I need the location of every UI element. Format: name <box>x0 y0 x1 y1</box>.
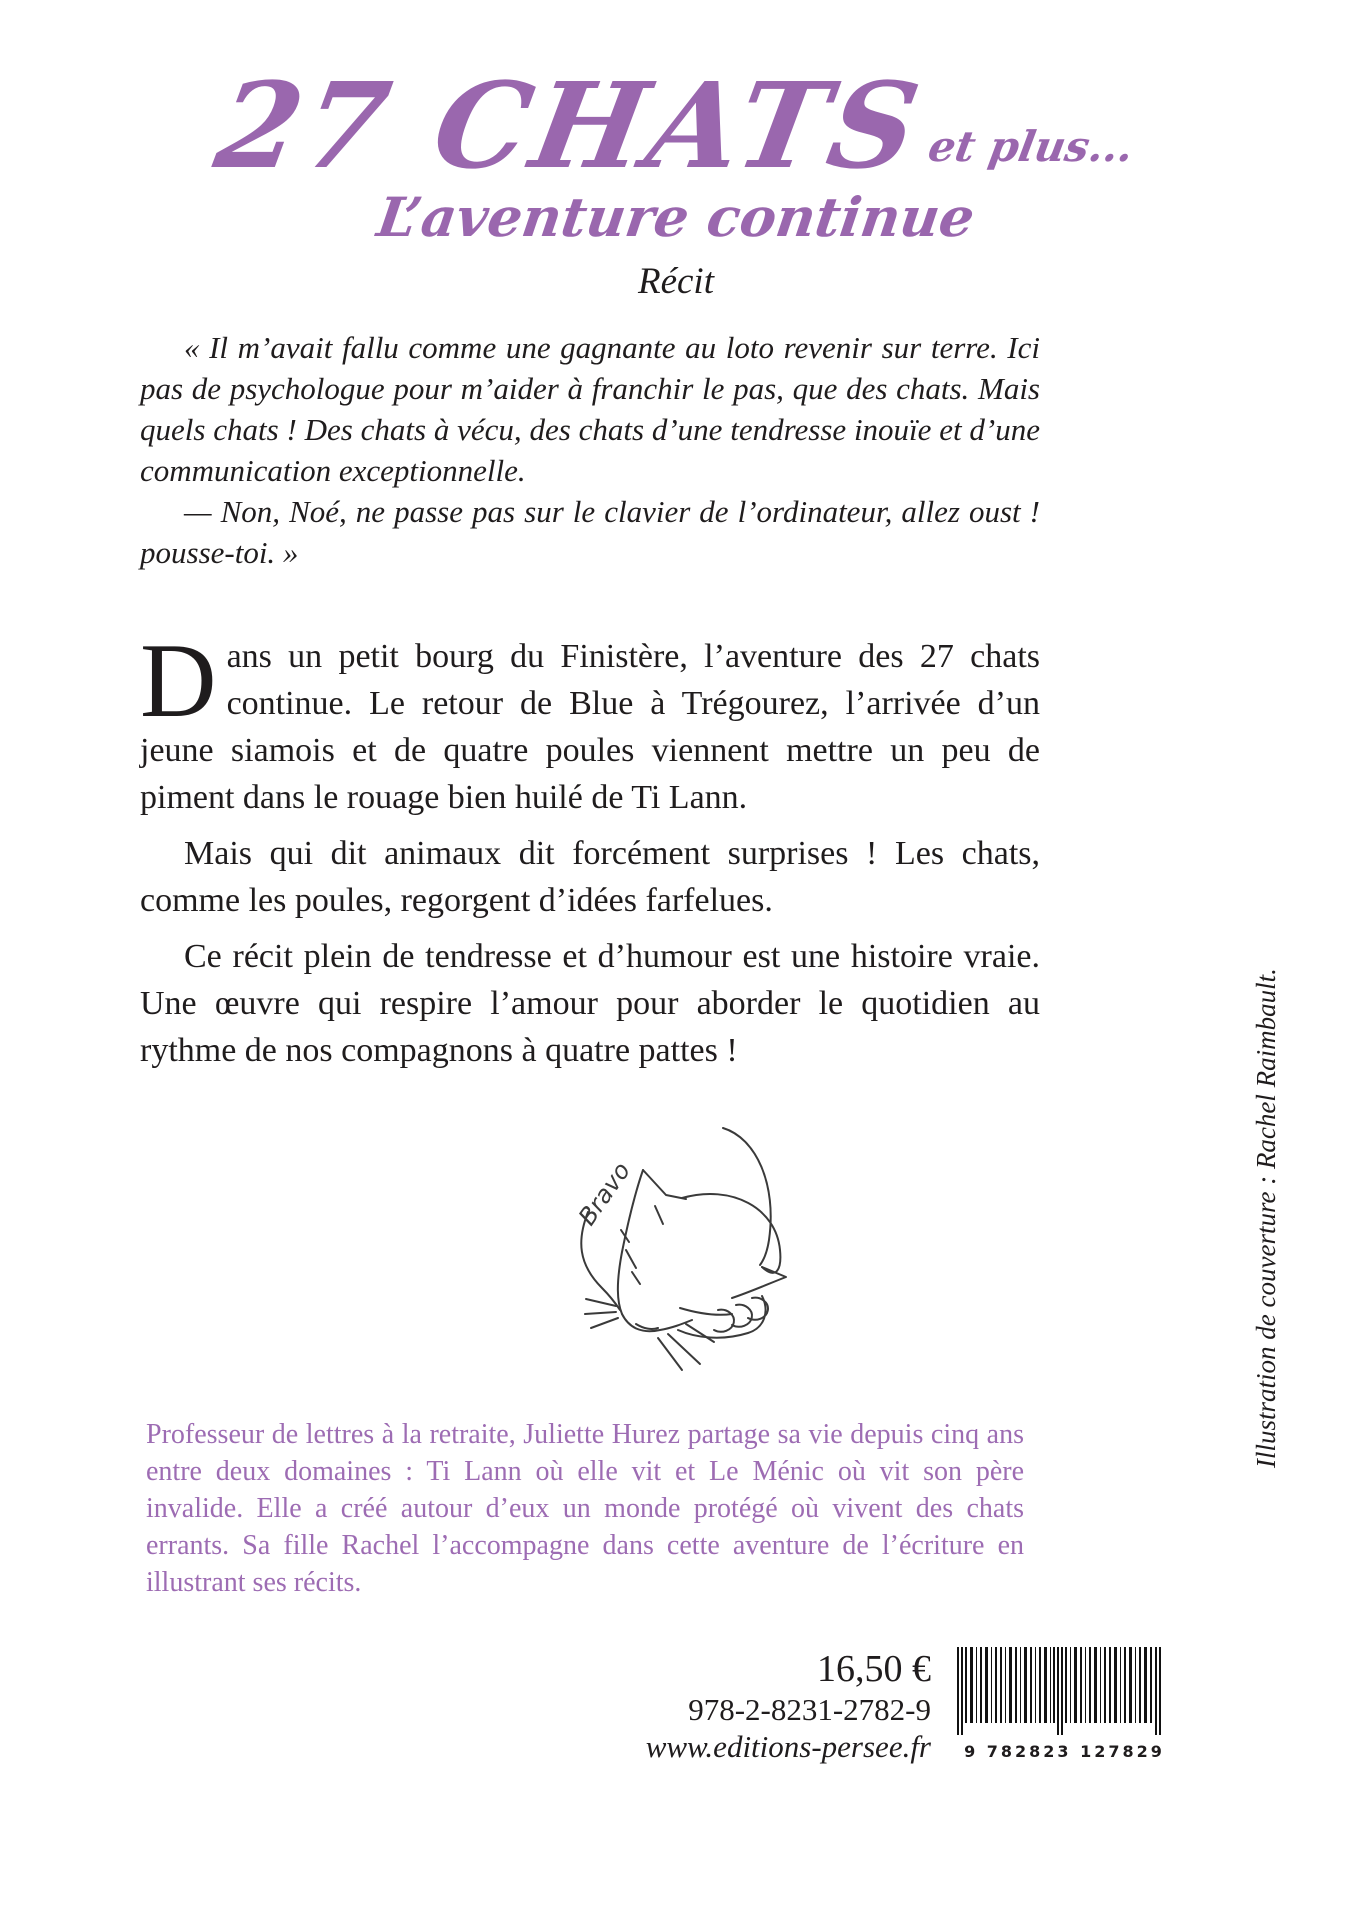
barcode-digits: 9 782823 127829 <box>964 1741 1165 1761</box>
genre-label: Récit <box>637 260 714 302</box>
author-bio: Professeur de lettres à la retraite, Juliette Hurez partage sa vie depuis cinq ans entre deux domaines : Ti Lann où elle vit et Le Ménic où vit son père invalide. Elle a créé autour d’eux un monde protégé où vivent des chats errants. Sa fille Rachel l’accompagne dans cette aventure de l’écriture en illustrant ses récits. <box>146 1418 1024 1598</box>
quote-paragraph-1: « Il m’avait fallu comme une gagnante au loto revenir sur terre. Ici pas de psychologue pour m’aider à franchir le pas, que des chats. Mais quels chats ! Des chats à vécu, des chats d’une tendresse inouïe et d’une communication exceptionnelle. <box>140 329 1040 488</box>
bravo-handwriting: Bravo <box>572 1157 636 1231</box>
footer <box>140 1647 1172 1765</box>
barcode-block <box>957 1647 1172 1761</box>
sleeping-cat-icon <box>450 1102 810 1382</box>
book-subtitle: L’aventure continue <box>373 184 979 249</box>
quote-paragraph-2: — Non, Noé, ne passe pas sur le clavier de l’ordinateur, allez oust ! pousse-toi. » <box>140 493 1040 570</box>
book-title: 27 CHATS <box>206 56 932 195</box>
publisher-website: www.editions-persee.fr <box>645 1728 931 1764</box>
dropcap-letter: D <box>140 621 217 739</box>
cat-sketch-illustration <box>450 1102 810 1382</box>
synopsis <box>140 621 1040 1074</box>
synopsis-paragraph-2: Mais qui dit animaux dit forcément surprises ! Les chats, comme les poules, regorgent d’idées farfelues. <box>140 834 1040 919</box>
isbn: 978-2-8231-2782-9 <box>688 1691 931 1727</box>
excerpt-quote <box>140 327 1040 573</box>
title-block <box>0 56 1352 303</box>
synopsis-paragraph-1-text: ans un petit bourg du Finistère, l’aventure des 27 chats continue. Le retour de Blue à Trégourez, l’arrivée d’un jeune siamois et de quatre poules viennent mettre un peu de piment dans le rouage bien huilé de Ti Lann. <box>140 637 1040 816</box>
title-row <box>206 56 1138 195</box>
book-title-suffix: et plus... <box>925 122 1138 171</box>
pricing-block <box>646 1647 931 1765</box>
synopsis-paragraph-3: Ce récit plein de tendresse et d’humour est une histoire vraie. Une œuvre qui respire l’amour pour aborder le quotidien au rythme de nos compagnons à quatre pattes ! <box>140 937 1040 1069</box>
synopsis-paragraph-1 <box>140 621 1040 821</box>
cover-illustration-credit: Illustration de couverture : Rachel Raimbault. <box>1251 968 1281 1468</box>
barcode-icon <box>957 1647 1165 1735</box>
price: 16,50 € <box>817 1647 931 1690</box>
